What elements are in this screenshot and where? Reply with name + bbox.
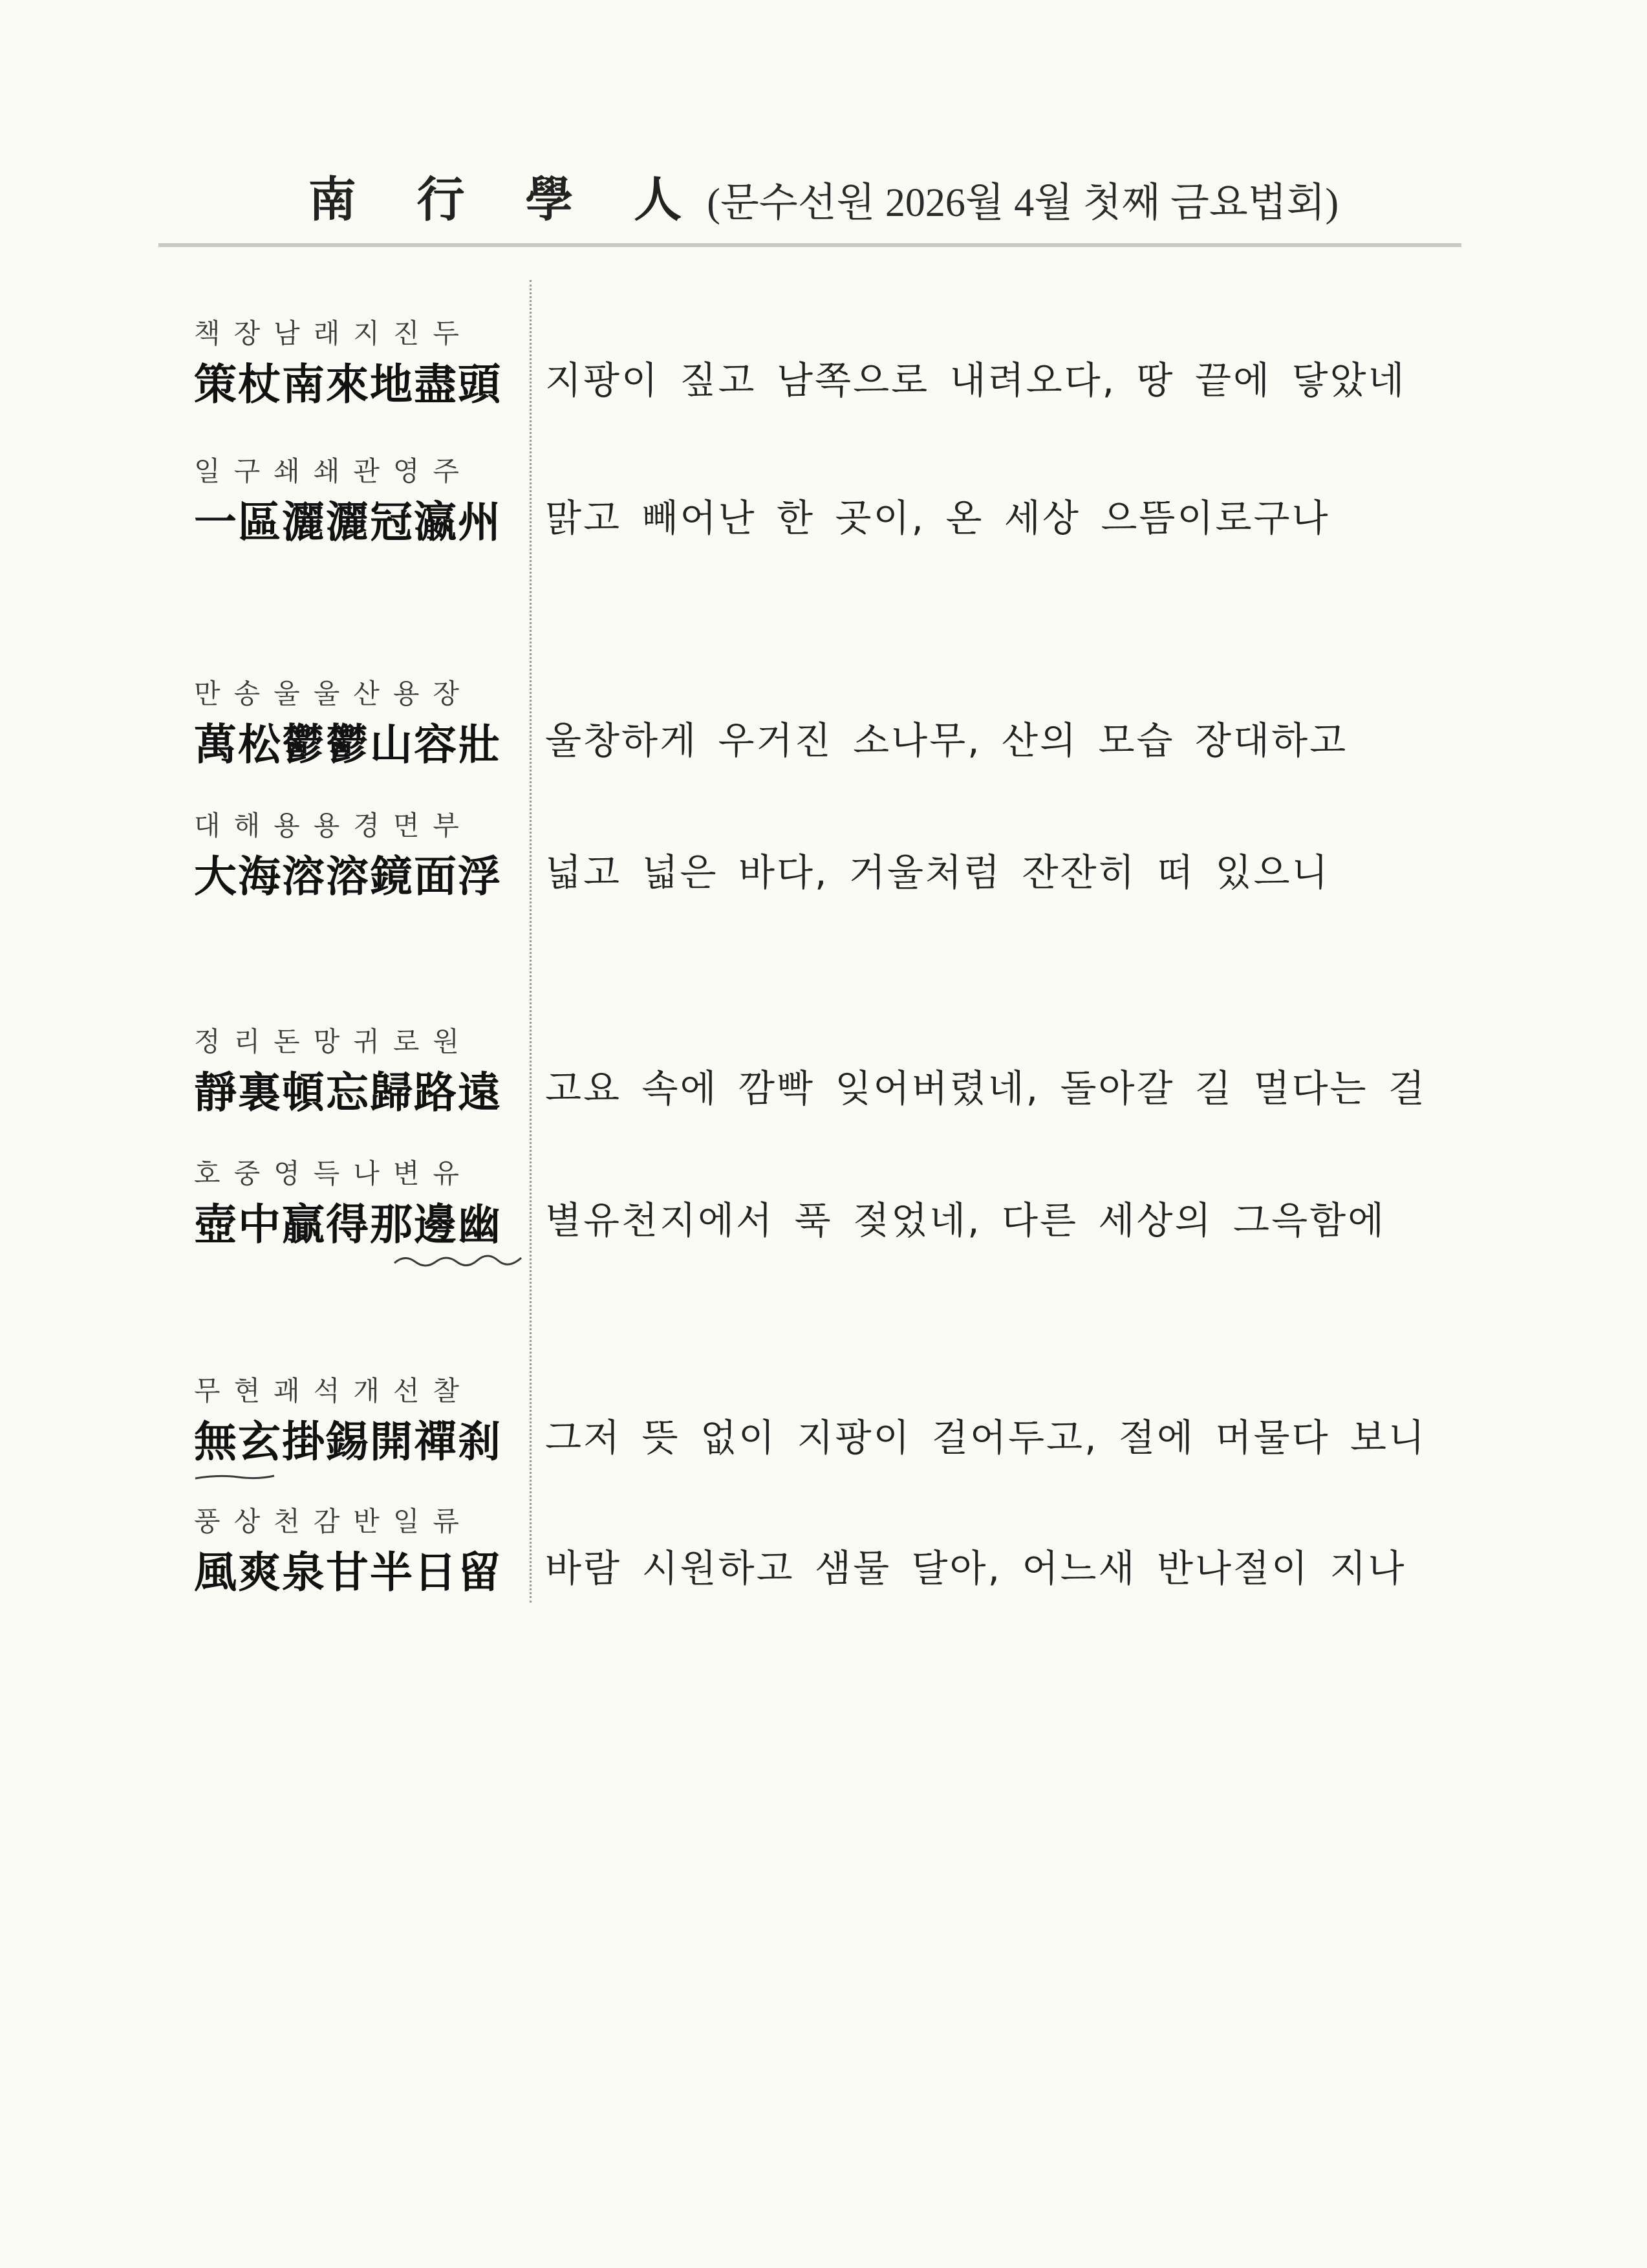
translation-5: 고요 속에 깜빡 잊어버렸네, 돌아갈 길 멀다는 걸 <box>545 1066 1427 1110</box>
underline-mark <box>193 1469 277 1484</box>
hanja-5: 靜裏頓忘歸路遠 <box>194 1067 502 1118</box>
wavy-underline-mark <box>393 1251 522 1271</box>
hanja-1: 策杖南來地盡頭 <box>194 359 502 409</box>
hanja-8: 風爽泉甘半日留 <box>194 1547 502 1597</box>
poem-line-1 <box>194 312 1617 422</box>
reading-1: 책장남래지진두 <box>194 318 473 349</box>
poem-line-6 <box>194 1152 1617 1262</box>
translation-3: 울창하게 우거진 소나무, 산의 모습 장대하고 <box>545 718 1348 762</box>
translation-1: 지팡이 짚고 남쪽으로 내려오다, 땅 끝에 닿았네 <box>545 358 1406 402</box>
reading-7: 무현괘석개선찰 <box>194 1375 473 1407</box>
reading-4: 대해용용경면부 <box>194 810 473 841</box>
hanja-3: 萬松鬱鬱山容壯 <box>194 719 502 770</box>
page-title <box>0 162 1647 230</box>
reading-2: 일구쇄쇄관영주 <box>194 455 473 487</box>
translation-7: 그저 뜻 없이 지팡이 걸어두고, 절에 머물다 보니 <box>545 1416 1427 1460</box>
hanja-7: 無玄掛錫開禪刹 <box>194 1416 502 1467</box>
poem-line-5 <box>194 1021 1617 1130</box>
translation-4: 넓고 넓은 바다, 거울처럼 잔잔히 떠 있으니 <box>545 850 1330 894</box>
poem-line-7 <box>194 1370 1617 1480</box>
reading-6: 호중영득나변유 <box>194 1158 473 1189</box>
title-rule <box>158 243 1461 247</box>
title-subtitle: (문수선원 2026월 4월 첫째 금요법회) <box>707 181 1339 225</box>
reading-5: 정리돈망귀로원 <box>194 1026 473 1057</box>
title-main: 南 行 學 人 <box>308 172 704 228</box>
poem-line-8 <box>194 1500 1617 1610</box>
poem-line-2 <box>194 450 1617 560</box>
poem-line-4 <box>194 805 1617 914</box>
translation-6: 별유천지에서 푹 젖었네, 다른 세상의 그윽함에 <box>545 1198 1386 1242</box>
poem-line-3 <box>194 673 1617 783</box>
hanja-2: 一區灑灑冠瀛州 <box>194 497 502 547</box>
translation-2: 맑고 빼어난 한 곳이, 온 세상 으뜸이로구나 <box>545 496 1330 540</box>
hanja-6: 壺中贏得那邊幽 <box>194 1199 502 1249</box>
reading-8: 풍상천감반일류 <box>194 1506 473 1537</box>
reading-3: 만송울울산용장 <box>194 678 473 709</box>
translation-8: 바람 시원하고 샘물 달아, 어느새 반나절이 지나 <box>545 1546 1406 1590</box>
hanja-4: 大海溶溶鏡面浮 <box>194 851 502 902</box>
